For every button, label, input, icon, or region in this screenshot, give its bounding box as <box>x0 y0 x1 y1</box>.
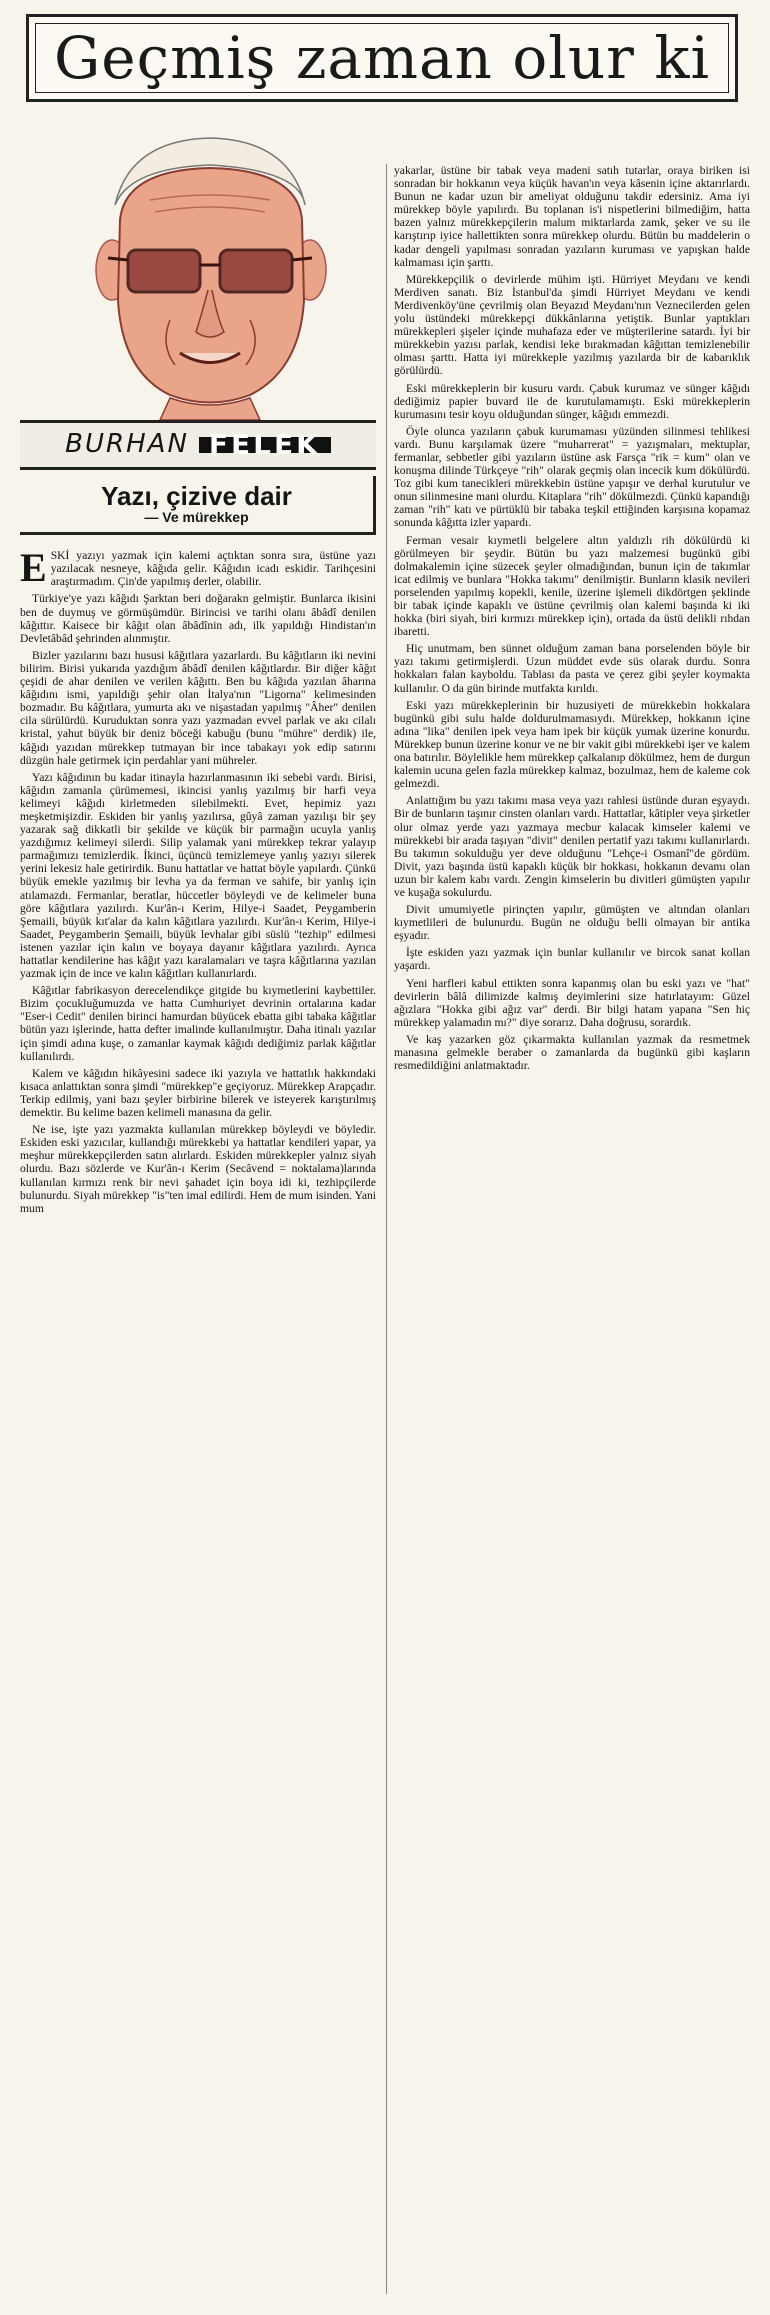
headline-box <box>20 476 376 535</box>
paragraph: Eski mürekkeplerin bir kusuru vardı. Çabuk kurumaz ve sünger kâğıdı dediğimiz papier buvard ile de kurutulamamıştı. Eski mürekkeplerin kurumasını tesir koyu olduğundan sünger, kâğıdı emmezdi. <box>394 381 750 421</box>
paragraph: Bizler yazılarını bazı hususi kâğıtlara yazarlardı. Bu kâğıtların iki nevini bilirim. Birisi yukarıda yazdığım âbâdî denilen kâğıtlardır. Bir diğer kâğıt çeşidi de ahar denilen ve verilen kâğıttı. Ben bu kâğıda yazılan âharına kâğıdını ismi, yapıldığı şehir olan İtalya'nın "Ligorna" kelimesinden bozmadır. Bu kâğıtlara, yumurta akı ve nişastadan yapılmış "Âher" denilen cila sürülürdü. Kuruduktan sonra yazı yazmadan evvel parlak ve akı cilalı kristal, yahut büyük bir deniz böceği kabuğu (bunu "mühre" derdik) ile, kâğıdı yazıdan mürekkep tutmayan bir ince tabakayı yok edip satırını düzgün hale getirmek için perdahlar yani mühreler. <box>20 648 376 767</box>
paragraph: Divit umumiyetle pirinçten yapılır, gümüşten ve altından olanları kıymetlileri de bulunurdu. Bugün ne olduğu belli olmayan bir antika eşyadır. <box>394 903 750 943</box>
author-last-name: FELEK <box>199 437 331 452</box>
author-portrait <box>20 110 376 420</box>
paragraph: Öyle olunca yazıların çabuk kurumaması yüzünden silinmesi tehlikesi vardı. Bunu karşılamak üzere "muharrerat" = yazışmaları, mektuplar, fermanlar, sebbetler gibi yazıların üstüne ask Farsça "rik = kum" olan ve konuşma dilinde Türkçeye "rih" olarak geçmiş olan incecik kum dökülürdü. Toz gibi kum tanecikleri mürekkebin üstüne yapışır ve derhal kurutulur ve onun silinmesine mani olurdu. Kitaplara "rih" dökülmezdi. Çünkü kapandığı zaman "rih" katı ve pürtüklü bir tabaka teşkil ettiğinden karşısına kopamaz sonunda kâğıtta izler yapardı. <box>394 424 750 530</box>
left-column <box>20 110 376 2296</box>
paragraph: Yeni harfleri kabul ettikten sonra kapanmış olan bu eski yazı ve "hat" devirlerin bâlâ dilimizde kalmış deyimlerini size hatırlatayım: Güzel ağızlara "Hokka gibi ağız var" derdi. Bir bilgi hatam yapana "Sen hiç mürekkep yalamadın mı?" diye sorarız. Daha doğrusu, sorardık. <box>394 976 750 1029</box>
drop-cap: E <box>20 545 47 591</box>
paragraph: Kalem ve kâğıdın hikâyesini sadece iki yazıyla ve hattatlık hakkındaki kısaca anlattıktan sonra şimdi "mürekkep"e geçiyoruz. Mürekkep Arapçadır. Terkip edilmiş, yani bazı şeyler birbirine bilerek ve isteyerek karıştırılmış demektir. Bu kelime bazen kelimeli manasına da gelir. <box>20 1066 376 1120</box>
paragraph: İşte eskiden yazı yazmak için bunlar kullanılır ve bircok sanat kollan yaşardı. <box>394 946 750 973</box>
paragraph: Mürekkepçilik o devirlerde mühim işti. Hürriyet Meydanı ve kendi Merdiven sanatı. Biz İstanbul'da şimdi Hürriyet Meydanı ve kendi Merdivenköy'üne çevrilmiş olan Beyazıd Meydanı'nın Veznecilerden gelen yolu üstündeki mürekkepçi dükkânlarına yetiştik. Bunlar yaptıkları mürekkepleri şişeler içinde muhafaza eder ve müşterilerine satardı. İyi bir mürekkebin yazısı parlak, kendisi leke bırakmadan kâğıttan temizlenebilir olması şarttı. Hatta iyi mürekkeple yazılmış yazılarda bir de kabarıklık görülürdü. <box>394 272 750 378</box>
paragraph: Yazı kâğıdının bu kadar itinayla hazırlanmasının iki sebebi vardı. Birisi, kâğıdın zamanla çürümemesi, ikincisi yanlış yazılmış bir harfi veya kelimeyi kâğıdı kirletmeden silebilmekti. Evet, hepimiz yazı meşketmişizdir. Eskiden bir yanlış yazılırsa, gûyâ zaman yazılışı bir şey yazarak sağ dikkatli bir şekilde ve küçük bir parmağın ucuyla yanlış yazdığımız kelimeyi silerdi. Silip yalamak yani mürekkep tekrar yalayıp parmağımızı temizlerdik. İkinci, üçüncü temizlemeye yanlış yazıyı silerek yerini lekesiz hale getirirdik. Bunu hattatlar ve hattat böyle yapılardı. Çünkü büyük emekle yazılmış bir levha ya da ferman ve sahife, bir yanlış için atılamazdı. Fermanlar, beratlar, hüccetler böyleydi ve de kelimeler buna göre kâğıtlara yazılırdı. Kur'ân-ı Kerim, Hilye-i Saadet, Peygamberin Şemaili, büyük kıt'alar da kalın kâğıtlara yazılırdı. Kur'ân-ı Kerim, Hilye-i Saadet, Peygamberin Şemaili, büyük levhalar gibi süslü "tezhip" edilmesi istenen yazılar için kalın ve boyaya dayanır kâğıtlara yazılırdı. Ayrıca hattatlar kendilerine has kâğıt yazı karalamaları ve taşra kâğıtlarına yazılan yazmak için de ince ve kalın kâğıtları kullanırlardı. <box>20 770 376 981</box>
column-divider <box>386 164 387 2294</box>
right-column <box>394 164 750 2296</box>
paragraph <box>20 545 376 591</box>
article-subhead: — Ve mürekkep <box>144 509 249 526</box>
author-byline <box>20 420 376 470</box>
paragraph: Türkiye'ye yazı kâğıdı Şarktan beri doğarakn gelmiştir. Bunlarca ikisini ben de duymuş ve görmüşümdür. Birincisi ve tarihi olanı âbâdî denilen kâğıttır. Kaisece bir kâğıt olan âbâdînin adı, ilk yapıldığı Hindistan'ın Devletâbâd şehrinden alınmıştır. <box>20 592 376 645</box>
author-portrait-drawing <box>20 110 376 420</box>
newspaper-page <box>20 14 750 2300</box>
masthead-title: Geçmiş zaman olur ki <box>53 24 711 92</box>
paragraph: Anlattığım bu yazı takımı masa veya yazı rahlesi üstünde duran eşyaydı. Bir de bunların taşınır cinsten olanları vardı. Hattatlar, kâtipler veya şirketler olur olmaz yerde yazı yazmaya mecbur kalacak kimseler kalemi ve mürekkebi bir arada taşıyan "divit" denilen pertatif yazı takımı kullanırlardı. Bu takımın sokulduğu yer deve olduğunu "Lehçe-i Osmanî"de gördüm. Divit, yazı başında üstü kapaklı küçük bir hokkası, hokkanın devamı olan uzun bir kalem kabı vardı. Zengin kimselerin bu divitleri gümüşten yapılır ve kuşağa sokulurdu. <box>394 794 750 899</box>
paragraph: Eski yazı mürekkeplerinin bir huzusiyeti de mürekkebin hokkalara bugünkü gibi sulu halde doldurulmamasıydı. Mürekkep, hokkanın içine adına "lika" denilen ipek veya ham ipek bir küçük yumak üzerine konurdu. Mürekkep bunun üzerine konur ve ne bir vakit gibi mürekkebi işer ve kalem ona batırılır. Böylelikle hem mürekkep çalkalanıp dökülmez, hem de durgun kalemin ucuna gelen fazla mürekkep kalmaz, bozulmaz, hem de kaleme cok gelmezdi. <box>394 698 750 791</box>
paragraph: yakarlar, üstüne bir tabak veya madeni satıh tutarlar, oraya biriken isi sonradan bir hokkanın veya küçük havan'ın veya kâsenin içine aktarırlardı. Bunun ne kadar uzun bir ameliyat olduğunu takdir edersiniz. Ama iyi mürekkep böyle yapılırdı. Bu toplanan is'i nispetlerini bilmediğim, hatta bazen yalnız mürekkepçilerin malum miktarlarda zamk, şeker ve su ile karıştırıp iyice hallettikten sonra mürekkep olurdu. Bütün bu maddelerin o kadar dengeli yapılması sonradan yazıların kuruması ve yapışkan halde kalmaması için şarttı. <box>394 164 750 269</box>
article-headline: Yazı, çizive dair <box>101 481 292 511</box>
paragraph: Ferman vesair kıymetli belgelere altın yaldızlı rih dökülürdü ki görülmeyen bir şeydir. Bütün bu yazı malzemesi bugünkü gibi dolmakalemin içine süzecek şeyler olmadığından, bunun için de takımlar icat edilmiş ve bunlara "Hokka takımı" denilmiştir. Bunların klasik nevileri porselenden yapılmış kopekli, kenile, üzerine işlemeli dikdörtgen şeklinde bir tabak içinde kapaklı ve üstüne çevrilmiş olan kalemi başında ki iki hokka (biri siyah, biri kırmızı mürekkep için), ortada da üstü delikli rıhdan ibaretti. <box>394 533 750 639</box>
paragraph: Ve kaş yazarken göz çıkarmakta kullanılan yazmak da resmetmek manasına gelmekle beraber o zamanlarda da bugünkü gibi kaşların resmedildiğini anlatmaktadır. <box>394 1032 750 1073</box>
author-first-name: BURHAN <box>65 429 189 460</box>
paragraph: Hiç unutmam, ben sünnet olduğum zaman bana porselenden böyle bir yazı takımı getirmişlerdi. Uzun müddet evde süs olarak durdu. Sonra hokkaları falan kayboldu. Tablası da pasta ve çerez gibi şeyler koymakta kullanılır. O da gün birinde mutfakta kırıldı. <box>394 642 750 695</box>
paragraph-text: SKİ yazıyı yazmak için kalemi açtıktan sonra sıra, üstüne yazı yazılacak nesneye, kâğıda gelir. Kâğıdın icadı eskidir. Tarihçesini araştırmadım. Çin'de yapılmış derler, olabilir. <box>50 549 376 589</box>
column-masthead <box>26 14 738 102</box>
paragraph: Ne ise, işte yazı yazmakta kullanılan mürekkep böyleydi ve böyledir. Eskiden eski yazıcılar, kullandığı mürekkebi ya hattatlar kendileri yapar, ya meşhur mürekkepçilerden satın alırlardı. Eskiden mürekkepler yalnız siyah olurdu. Bazı sözlerde ve Kur'ân-ı Kerim (Secâvend = noktalama)larında kullanılan kırmızı renk bir nevi şahadet için boya idi ki, tezhipçilerde bulunurdu. Siyah mürekkep "is"ten imal edilirdi. Hem de mum isinden. Yani mum <box>20 1123 376 1215</box>
paragraph: Kâğıtlar fabrikasyon derecelendikçe gitgide bu kıymetlerini kaybettiler. Bizim çocukluğumuzda ve hatta Cumhuriyet devrinin ortalarına kadar "Eser-i Cedit" denilen birinci hamurdan büyücek ebatta gibi tabaka kâğıtlar bütün yazı işlerinde, hatta defter imalinde kullanılmıştır. Daha itinalı yazılar için şimdi adına kuşe, o zamanlar kaymak kâğıdı dediğimiz parlak kâğıtlar kullanılırdı. <box>20 984 376 1063</box>
